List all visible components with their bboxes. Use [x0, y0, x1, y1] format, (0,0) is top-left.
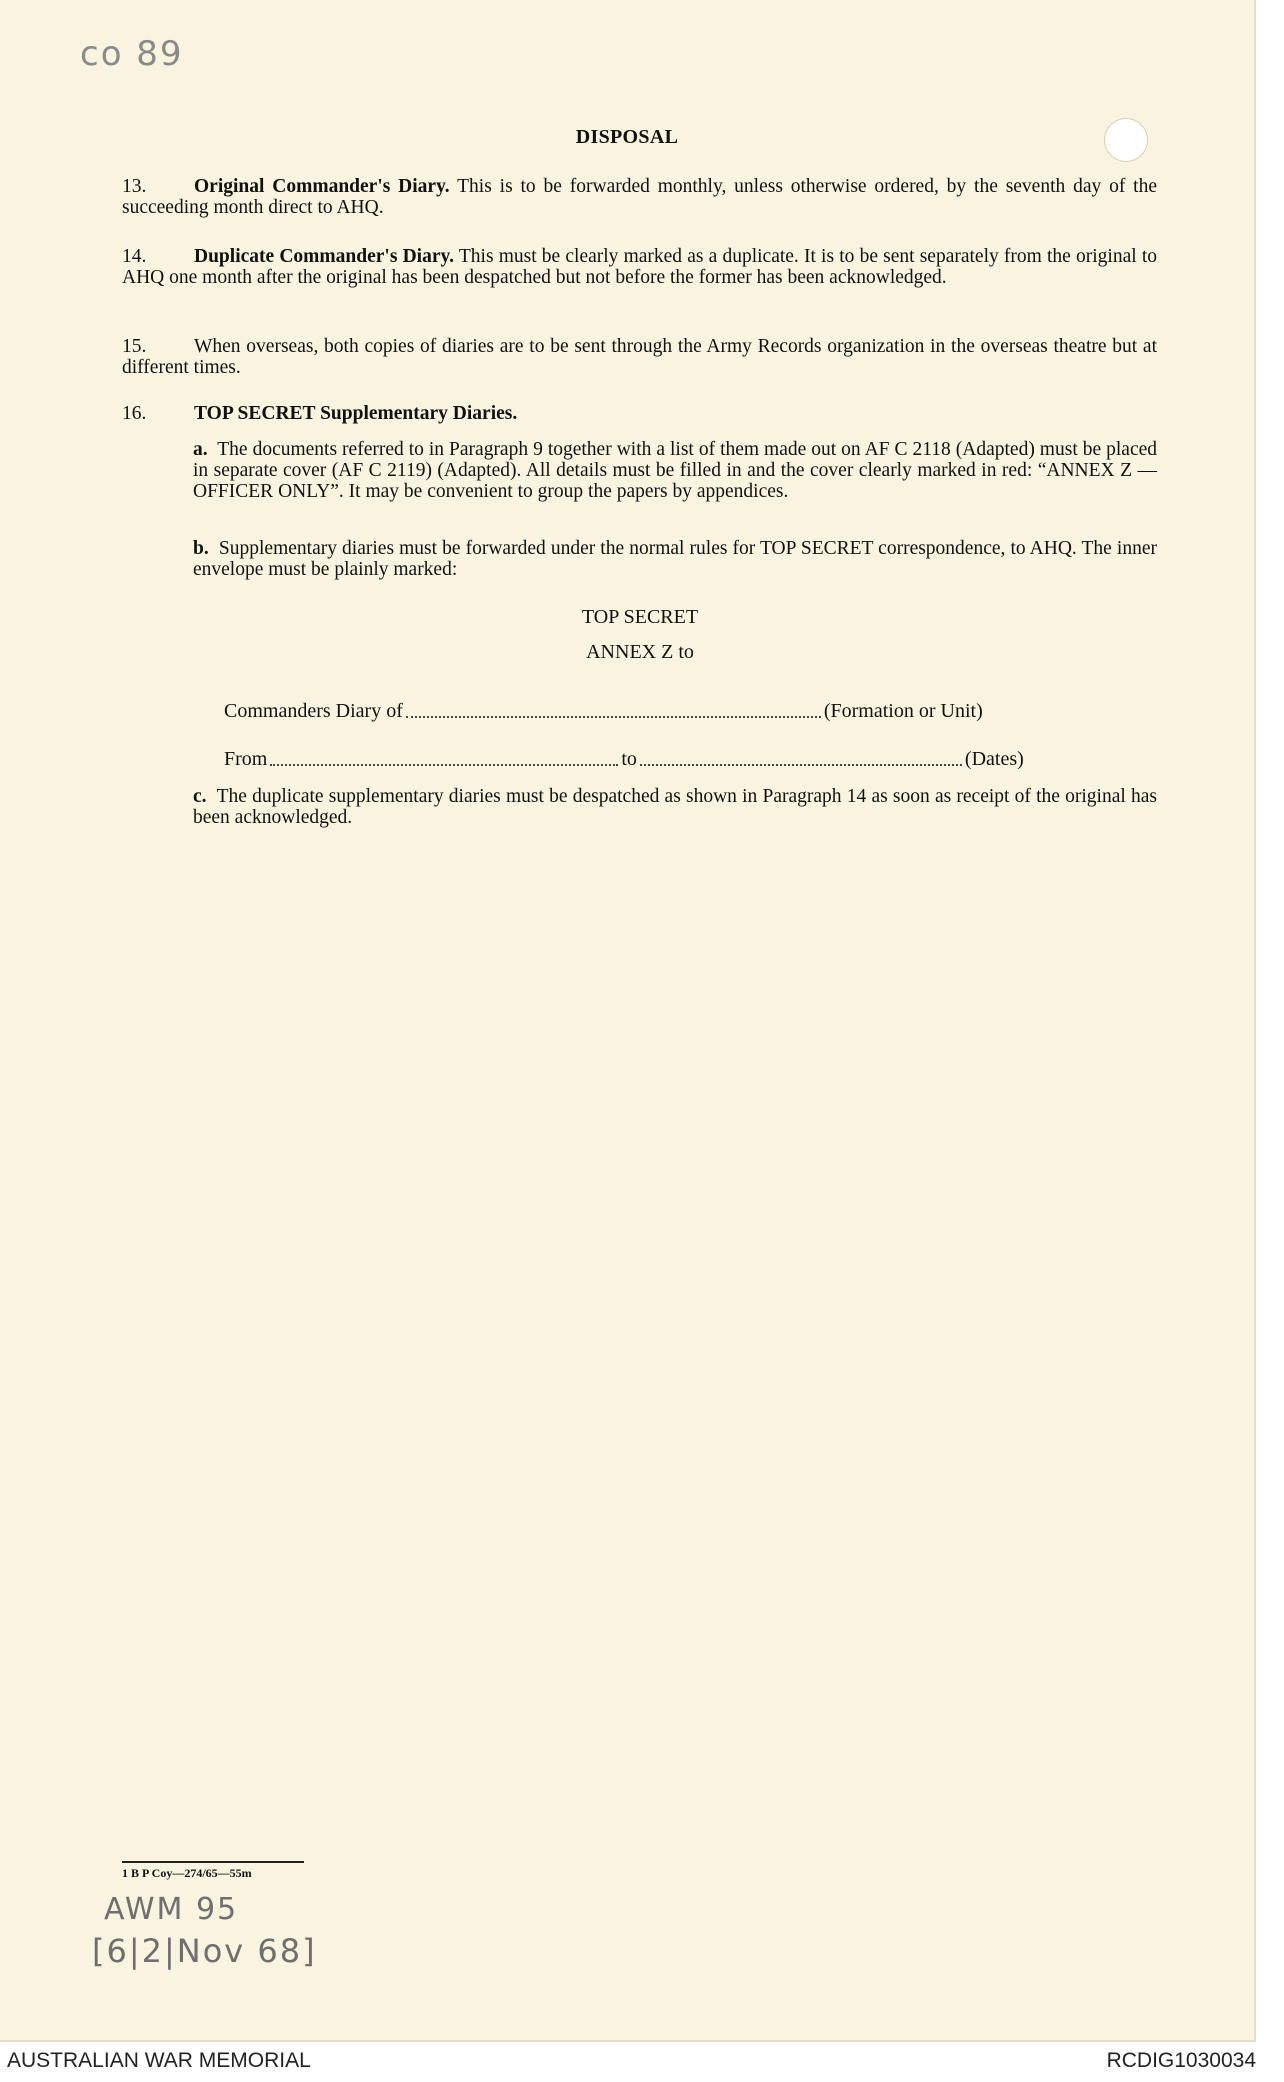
printer-imprint: 1 B P Coy—274/65—55m	[122, 1866, 252, 1880]
sub-item-letter: c.	[193, 786, 207, 807]
sub-item-letter: b.	[193, 538, 209, 559]
paragraph-14	[122, 246, 1157, 288]
sub-item-text: Supplementary diaries must be forwarded under the normal rules for TOP SECRET correspondence, to AHQ. The inner envelope must be plainly marked:	[193, 538, 1157, 580]
paragraph-title: Original Commander's Diary.	[194, 176, 450, 197]
blank-from-field	[270, 763, 618, 766]
paragraph-text: This must be clearly marked as a duplicate. It is to be sent separately from the original to AHQ one month after the original has been despatched but not before the former has been acknowledged.	[122, 246, 1157, 288]
sub-item-a	[193, 439, 1157, 502]
to-label: to	[621, 748, 637, 770]
paragraph-title: Duplicate Commander's Diary.	[194, 246, 455, 267]
blank-to-field	[640, 763, 962, 766]
footer-record-id: RCDIG1030034	[1106, 2049, 1256, 2072]
sub-item-letter: a.	[193, 439, 208, 460]
paragraph-13	[122, 176, 1157, 218]
paragraph-16	[122, 403, 1157, 424]
blank-formation-field	[406, 715, 821, 718]
imprint-rule	[122, 1861, 304, 1863]
sub-item-b	[193, 538, 1157, 580]
handwritten-archive-ref: AWM 95	[104, 1892, 239, 1927]
paragraph-text: This is to be forwarded monthly, unless otherwise ordered, by the seventh day of the succeeding month direct to AHQ.	[122, 176, 1158, 218]
paragraph-number: 14.	[122, 246, 147, 267]
sub-item-text: The documents referred to in Paragraph 9 together with a list of them made out on AF C 2118 (Adapted) must be placed in separate cover (AF C 2119) (Adapted). All details must be filled in and the cover clearly marked in red: “ANNEX Z — OFFICER ONLY”. It may be convenient to group the papers by appendices.	[193, 439, 1158, 502]
paragraph-title: TOP SECRET Supplementary Diaries.	[194, 403, 518, 424]
paragraph-number: 16.	[122, 403, 147, 424]
diary-of-label: Commanders Diary of	[224, 700, 403, 722]
paragraph-text: When overseas, both copies of diaries are to be sent through the Army Records organization in the overseas theatre but at different times.	[122, 336, 1157, 378]
paragraph-number: 13.	[122, 176, 147, 197]
sub-item-c	[193, 786, 1157, 828]
handwritten-folio-number: co 89	[80, 34, 184, 74]
paragraph-number: 15.	[122, 336, 147, 357]
envelope-marking-annex: ANNEX Z to	[586, 641, 694, 663]
formation-suffix: (Formation or Unit)	[823, 700, 983, 722]
sub-item-text: The duplicate supplementary diaries must be despatched as shown in Paragraph 14 as soon as receipt of the original has been acknowledged.	[193, 786, 1157, 828]
paragraph-15	[122, 336, 1157, 378]
dates-line	[224, 748, 1024, 771]
section-heading: DISPOSAL	[575, 126, 679, 148]
dates-suffix: (Dates)	[964, 748, 1024, 770]
from-label: From	[224, 748, 268, 770]
diary-of-line	[224, 700, 983, 723]
footer-institution: AUSTRALIAN WAR MEMORIAL	[7, 2049, 311, 2072]
envelope-marking-top-secret: TOP SECRET	[581, 606, 699, 628]
handwritten-date-ref: [6|2|Nov 68]	[92, 1932, 317, 1970]
